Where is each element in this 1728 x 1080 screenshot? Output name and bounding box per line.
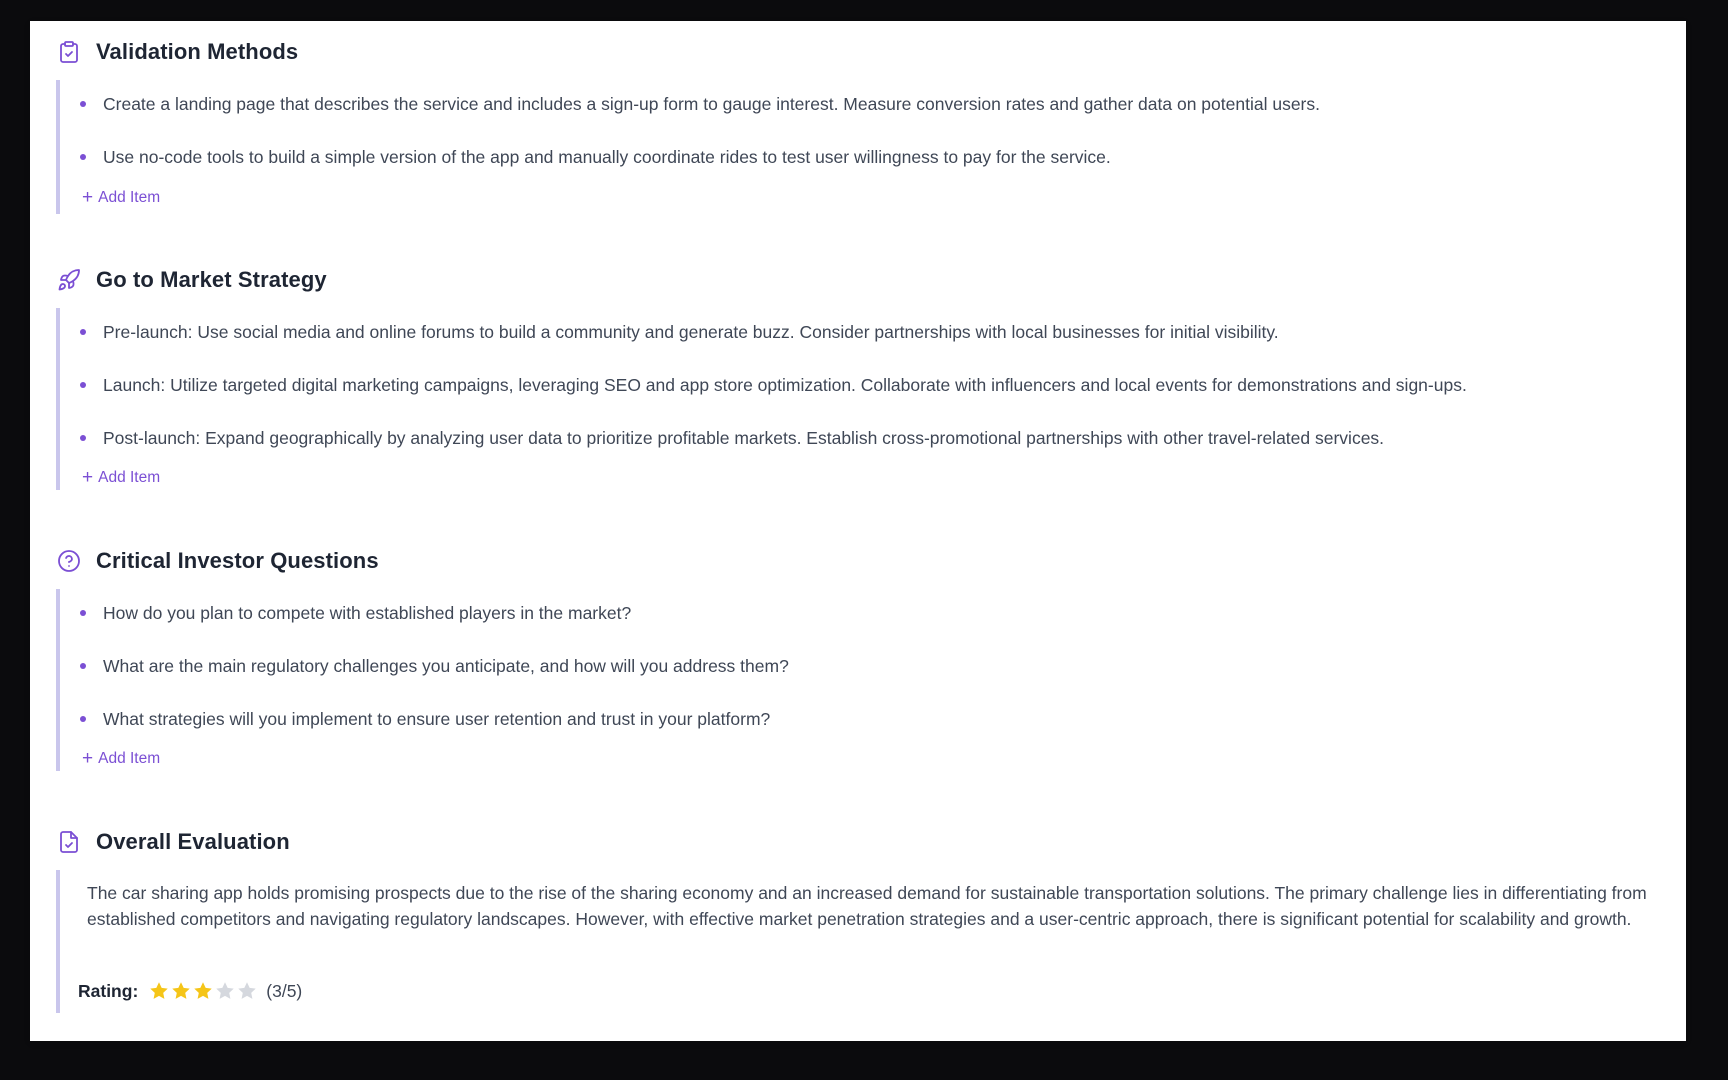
plus-icon: + <box>82 467 94 488</box>
report-card <box>30 21 1686 1041</box>
help-circle-icon <box>56 548 82 574</box>
star-filled-icon <box>170 980 192 1002</box>
list-item-text: How do you plan to compete with established players in the market? <box>103 603 632 623</box>
bullet-dot <box>80 716 86 722</box>
file-check-icon <box>56 829 82 855</box>
list-item-text: Pre-launch: Use social media and online forums to build a community and generate buzz. Consider partnerships with local businesses for initial visibility. <box>103 322 1279 342</box>
section-body <box>56 308 1656 490</box>
list-item-text: What are the main regulatory challenges you anticipate, and how will you address them? <box>103 656 789 676</box>
add-item-label: Add Item <box>98 469 161 486</box>
section-title: Go to Market Strategy <box>96 267 327 292</box>
section-body <box>56 80 1656 214</box>
bullet-dot <box>80 154 86 160</box>
bullet-dot <box>80 435 86 441</box>
section-body <box>56 589 1656 771</box>
rating-label: Rating: <box>78 980 139 1001</box>
bullet-dot <box>80 610 86 616</box>
list-item-text: What strategies will you implement to ensure user retention and trust in your platform? <box>103 709 771 729</box>
evaluation-text: The car sharing app holds promising prospects due to the rise of the sharing economy and an increased demand for sustainable transportation solutions. The primary challenge lies in differentiating from established competitors and navigating regulatory landscapes. However, with effective market penetration strategies and a user-centric approach, there is significant potential for scalability and growth. <box>87 883 1647 929</box>
rating-count: (3/5) <box>266 980 303 1001</box>
section-body <box>56 870 1656 1013</box>
section-title: Validation Methods <box>96 39 299 64</box>
add-item-button[interactable] <box>82 749 160 769</box>
bullet-dot <box>80 101 86 107</box>
section-title: Overall Evaluation <box>96 829 290 854</box>
star-filled-icon <box>192 980 214 1002</box>
list-item-text: Post-launch: Expand geographically by analyzing user data to prioritize profitable markets. Establish cross-promotional partnerships with other travel-related services. <box>103 428 1385 448</box>
list-item-text: Create a landing page that describes the service and includes a sign-up form to gauge interest. Measure conversion rates and gather data on potential users. <box>103 94 1320 114</box>
add-item-label: Add Item <box>98 189 161 206</box>
list-item-text: Use no-code tools to build a simple version of the app and manually coordinate rides to test user willingness to pay for the service. <box>103 147 1111 167</box>
bullet-dot <box>80 382 86 388</box>
bullet-dot <box>80 663 86 669</box>
rating-stars <box>148 980 258 1002</box>
add-item-label: Add Item <box>98 750 161 767</box>
clipboard-check-icon <box>56 39 82 65</box>
section-header <box>56 828 290 856</box>
bullet-dot <box>80 329 86 335</box>
section-header <box>56 547 379 575</box>
star-empty-icon <box>236 980 258 1002</box>
star-filled-icon <box>148 980 170 1002</box>
bottom-window-bar <box>0 1058 1728 1080</box>
section-title: Critical Investor Questions <box>96 548 379 573</box>
list-item-text: Launch: Utilize targeted digital marketing campaigns, leveraging SEO and app store optimization. Collaborate with influencers and local events for demonstrations and sign-ups. <box>103 375 1467 395</box>
section-header <box>56 38 298 66</box>
top-window-bar <box>0 0 1728 21</box>
rating <box>78 979 302 1003</box>
plus-icon: + <box>82 187 94 208</box>
section-header <box>56 266 327 294</box>
plus-icon: + <box>82 748 94 769</box>
add-item-button[interactable] <box>82 188 160 208</box>
rocket-icon <box>56 267 82 293</box>
add-item-button[interactable] <box>82 468 160 488</box>
star-empty-icon <box>214 980 236 1002</box>
